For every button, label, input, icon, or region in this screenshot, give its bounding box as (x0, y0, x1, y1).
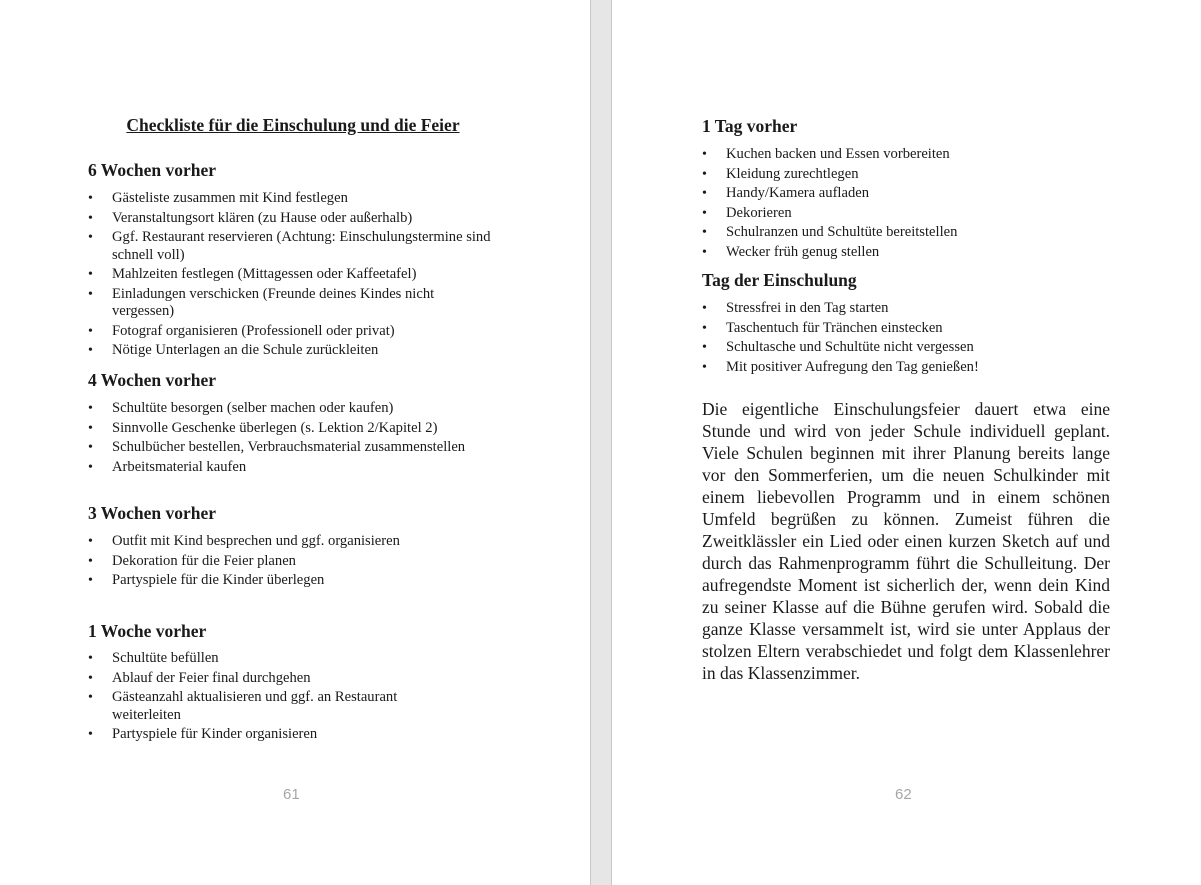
list-item: • Schultasche und Schultüte nicht vergessen (702, 339, 1102, 357)
list-item: • Schulranzen und Schultüte bereitstellen (702, 224, 1102, 242)
checklist-4-weeks (88, 400, 498, 478)
section-heading-1-day: 1 Tag vorher (702, 116, 798, 136)
checklist-school-day (702, 300, 1102, 378)
list-item: • Fotograf organisieren (Professionell oder privat) (88, 323, 498, 341)
list-item: • Outfit mit Kind besprechen und ggf. organisieren (88, 533, 498, 551)
list-item: • Sinnvolle Geschenke überlegen (s. Lektion 2/Kapitel 2) (88, 420, 498, 438)
checklist-1-week (88, 650, 428, 746)
list-item: • Schulbücher bestellen, Verbrauchsmaterial zusammenstellen (88, 439, 498, 457)
section-heading-1-week: 1 Woche vorher (88, 621, 207, 641)
list-item: • Arbeitsmaterial kaufen (88, 459, 498, 477)
list-item: • Dekorieren (702, 205, 1102, 223)
checklist-3-weeks (88, 533, 498, 592)
list-item: • Gästeliste zusammen mit Kind festlegen (88, 190, 498, 208)
list-item: • Ggf. Restaurant reservieren (Achtung: Einschulungstermine sind schnell voll) (88, 229, 498, 264)
list-item: • Gästeanzahl aktualisieren und ggf. an Restaurant weiterleiten (88, 689, 428, 724)
list-item: • Handy/Kamera aufladen (702, 185, 1102, 203)
list-item: • Taschentuch für Tränchen einstecken (702, 320, 1102, 338)
section-heading-3-weeks: 3 Wochen vorher (88, 503, 217, 523)
checklist-1-day (702, 146, 1102, 263)
list-item: • Dekoration für die Feier planen (88, 553, 498, 571)
page-gutter (590, 0, 612, 885)
list-item: • Mahlzeiten festlegen (Mittagessen oder Kaffeetafel) (88, 266, 498, 284)
list-item: • Wecker früh genug stellen (702, 244, 1102, 262)
page-number: 61 (283, 786, 300, 803)
section-heading-6-weeks: 6 Wochen vorher (88, 160, 217, 180)
page-62 (612, 0, 1201, 885)
list-item: • Kuchen backen und Essen vorbereiten (702, 146, 1102, 164)
body-paragraph: Die eigentliche Einschulungsfeier dauert etwa eine Stunde und wird von jeder Schule individuell geplant. Viele Schulen beginnen mit ihrer Planung bereits lange vor den Sommerferien, um die neuen Schulkinder mit einem liebevollen Programm und in einem schönen Umfeld begrüßen zu können. Zumeist führen die Zweitklässler ein Lied oder einen kurzen Sketch auf und durch das Rahmenprogramm führt die Schulleitung. Der aufregendste Moment ist sicherlich der, wenn dein Kind zu seiner Klasse auf die Bühne gerufen wird. Sobald die ganze Klasse versammelt ist, wird sie unter Applaus der stolzen Eltern verabschiedet und folgt dem Klassenlehrer in das Klassenzimmer. (702, 399, 1110, 683)
list-item: • Nötige Unterlagen an die Schule zurückleiten (88, 342, 498, 360)
list-item: • Einladungen verschicken (Freunde deines Kindes nicht vergessen) (88, 286, 498, 321)
list-item: • Schultüte besorgen (selber machen oder kaufen) (88, 400, 498, 418)
checklist-6-weeks (88, 190, 498, 362)
list-item: • Mit positiver Aufregung den Tag genießen! (702, 359, 1102, 377)
section-heading-school-day: Tag der Einschulung (702, 270, 857, 290)
list-item: • Partyspiele für Kinder organisieren (88, 726, 428, 744)
document-title: Checkliste für die Einschulung und die Feier (126, 115, 460, 135)
list-item: • Ablauf der Feier final durchgehen (88, 670, 428, 688)
list-item: • Partyspiele für die Kinder überlegen (88, 572, 498, 590)
list-item: • Kleidung zurechtlegen (702, 166, 1102, 184)
page-number: 62 (895, 786, 912, 803)
list-item: • Stressfrei in den Tag starten (702, 300, 1102, 318)
page-61 (0, 0, 590, 885)
section-heading-4-weeks: 4 Wochen vorher (88, 370, 217, 390)
list-item: • Veranstaltungsort klären (zu Hause oder außerhalb) (88, 210, 498, 228)
list-item: • Schultüte befüllen (88, 650, 428, 668)
